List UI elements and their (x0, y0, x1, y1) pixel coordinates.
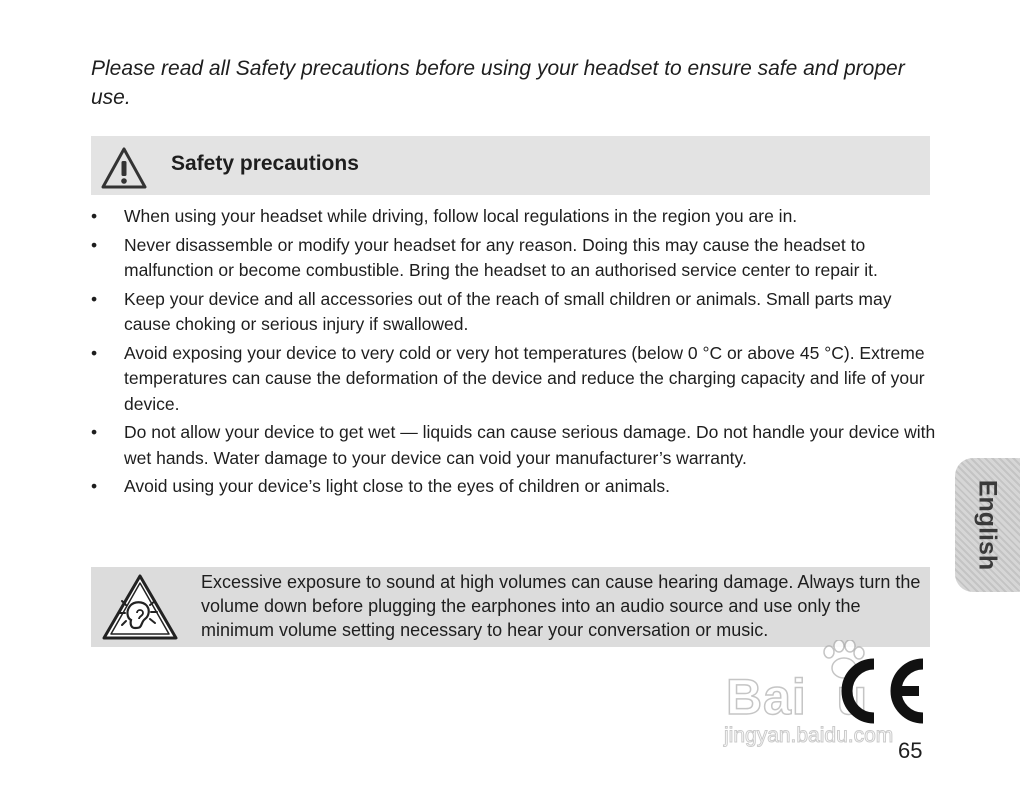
language-tab-label: English (973, 479, 1002, 571)
watermark-site: jingyan.baidu.com (724, 724, 894, 747)
list-item-text: Never disassemble or modify your headset for any reason. Doing this may cause the headset to malfunction or become combustible. Bring the headset to an authorised service center to repair it. (124, 234, 878, 280)
hearing-damage-icon (101, 572, 179, 642)
watermark-brand: Bai u (726, 669, 869, 725)
list-item-text: Do not allow your device to get wet — liquids can cause serious damage. Do not handle your device with wet hands. Water damage to your device can void your manufacturer’s warranty. (124, 422, 936, 468)
safety-precautions-header (91, 136, 930, 195)
bullet: • (91, 288, 98, 309)
list-item (91, 341, 936, 418)
bullet: • (91, 234, 98, 255)
ce-mark-logo (834, 654, 930, 728)
page-number: 65 (898, 738, 923, 763)
list-item (91, 474, 936, 500)
hearing-warning-text: Excessive exposure to sound at high volumes can cause hearing damage. Always turn the volume down before plugging the earphones into an audio source and use only the minimum volume setting necessary to hear your conversation or music. (201, 572, 921, 640)
list-item (91, 233, 936, 284)
list-item-text: Keep your device and all accessories out of the reach of small children or animals. Small parts may cause choking or serious injury if swallowed. (124, 288, 892, 334)
bullet: • (91, 476, 98, 496)
list-item (91, 420, 936, 471)
language-tab (955, 458, 1020, 592)
list-item-text: Avoid exposing your device to very cold or very hot temperatures (below 0 °C or above 45 °C). Extreme temperatures can cause the deformation of the device and reduce the charging capacity and life of your device. (124, 342, 925, 414)
safety-precautions-title: Safety precautions (171, 152, 359, 175)
list-item-text: Avoid using your device’s light close to the eyes of children or animals. (124, 476, 671, 496)
list-item (91, 204, 936, 230)
hearing-warning-box (91, 567, 930, 647)
intro-text: Please read all Safety precautions before using your headset to ensure safe and proper use. (91, 57, 905, 109)
warning-icon (100, 146, 148, 190)
bullet: • (91, 206, 98, 226)
precautions-list (91, 204, 936, 503)
bullet: • (91, 422, 98, 442)
bullet: • (91, 342, 98, 363)
list-item-text: When using your headset while driving, follow local regulations in the region you are in. (124, 206, 798, 226)
list-item (91, 287, 936, 338)
